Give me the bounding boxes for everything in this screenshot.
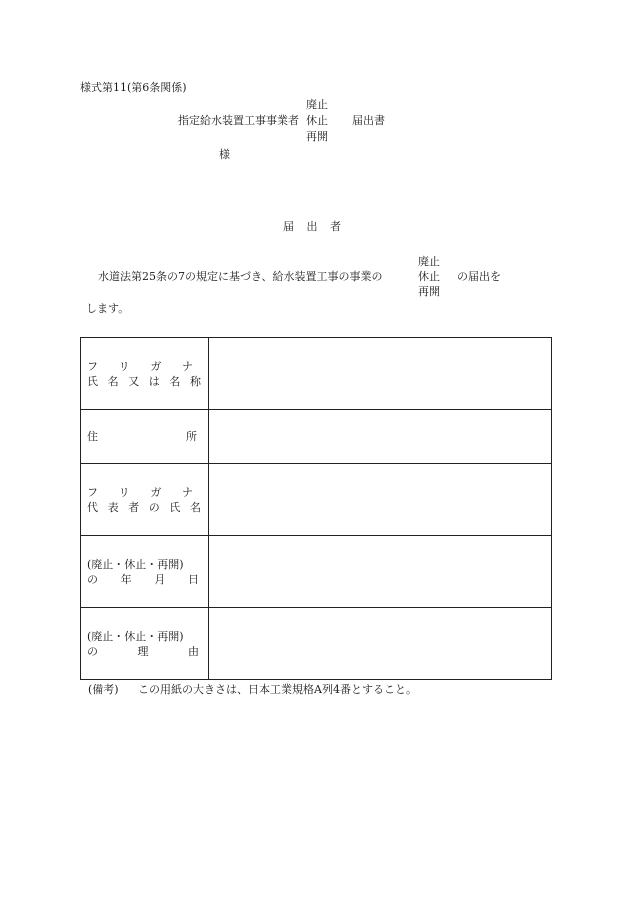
remarks-text: この用紙の大きさは、日本工業規格A列4番とすること。 — [138, 683, 417, 696]
body-option-abolish: 廃止 — [418, 255, 440, 268]
label-date: (廃止・休止・再開) の 年 月 日 — [81, 536, 209, 608]
notifier-label: 届 出 者 — [283, 220, 341, 233]
body-option-resume: 再開 — [418, 285, 440, 298]
addressee-suffix: 様 — [219, 148, 230, 161]
row-reason — [81, 608, 552, 680]
body-option-suspend: 休止 — [418, 270, 440, 283]
value-address[interactable] — [209, 410, 552, 464]
body-suffix: の届出を — [457, 270, 501, 283]
value-reason[interactable] — [209, 608, 552, 680]
notification-form-table — [80, 337, 552, 680]
title-option-suspend: 休止 — [306, 114, 328, 127]
form-number: 様式第11(第6条関係) — [80, 81, 187, 94]
title-option-abolish: 廃止 — [306, 98, 328, 111]
label-name: フ リ ガ ナ 氏 名 又 は 名 称 — [81, 338, 209, 410]
row-name — [81, 338, 552, 410]
title-suffix: 届出書 — [352, 114, 385, 127]
row-address — [81, 410, 552, 464]
label-reason: (廃止・休止・再開) の 理 由 — [81, 608, 209, 680]
label-address: 住 所 — [81, 410, 209, 464]
title-subject: 指定給水装置工事事業者 — [178, 114, 299, 127]
row-representative — [81, 464, 552, 536]
value-date[interactable] — [209, 536, 552, 608]
value-name[interactable] — [209, 338, 552, 410]
label-representative: フ リ ガ ナ 代 表 者 の 氏 名 — [81, 464, 209, 536]
row-date — [81, 536, 552, 608]
value-representative[interactable] — [209, 464, 552, 536]
title-option-resume: 再開 — [306, 130, 328, 143]
body-text: 水道法第25条の7の規定に基づき、給水装置工事の事業の — [98, 270, 383, 283]
body-line2: します。 — [86, 302, 130, 315]
remarks-label: (備考) — [88, 683, 119, 696]
